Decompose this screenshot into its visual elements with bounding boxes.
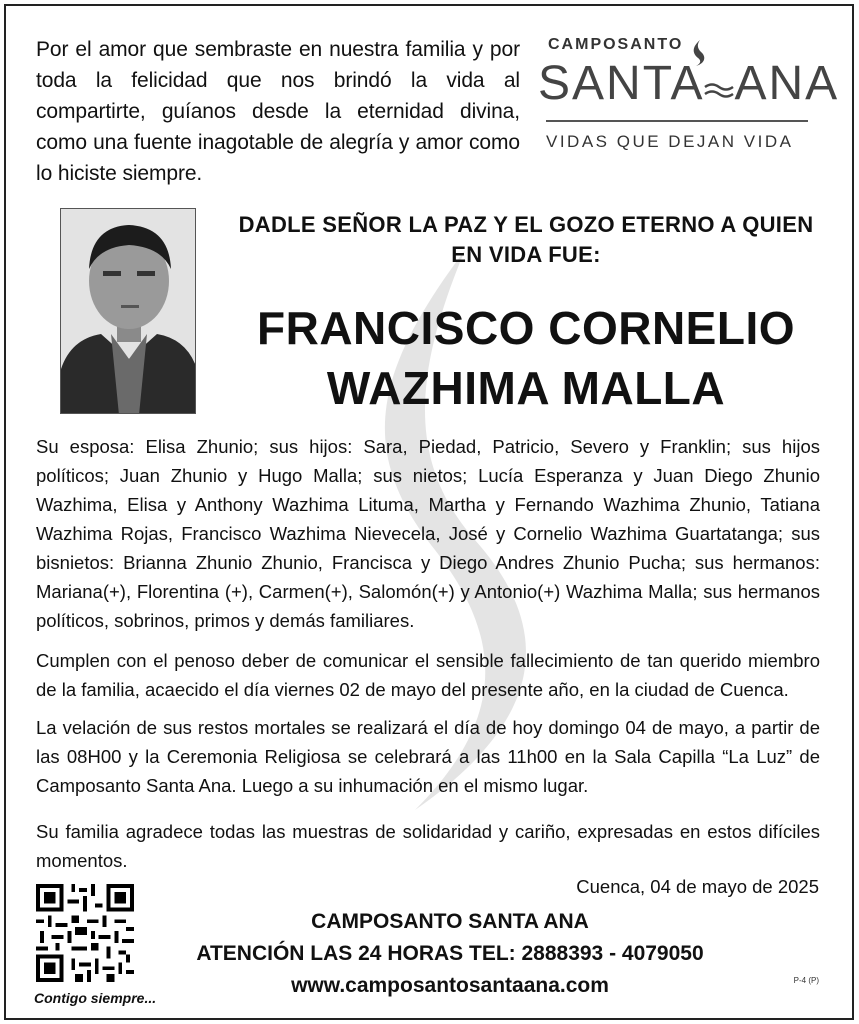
page-code: P-4 (P) — [793, 976, 819, 985]
footer-phone: ATENCIÓN LAS 24 HORAS TEL: 2888393 - 4079050 — [196, 942, 704, 965]
logo-main-right: ANA — [734, 57, 840, 110]
portrait-image — [61, 209, 196, 414]
announcement-paragraph: Cumplen con el penoso deber de comunicar el sensible fallecimiento de tan querido miembro de la familia, acaecido el día viernes 02 de mayo del presente año, en la ciudad de Cuenca. — [36, 650, 820, 700]
prayer-heading: DADLE SEÑOR LA PAZ Y EL GOZO ETERNO A QUIEN EN VIDA FUE: — [238, 212, 814, 267]
footer-company: CAMPOSANTO SANTA ANA — [311, 910, 589, 933]
logo-main-left: SANTA — [538, 57, 705, 110]
intro-dedication: Por el amor que sembraste en nuestra familia y por toda la felicidad que nos brindó la vida al compartirte, guíanos desde la eternidad divina, como una fuente inagotable de alegría y amor como lo hiciste siempre. — [36, 38, 520, 185]
deceased-name: FRANCISCO CORNELIO WAZHIMA MALLA — [257, 302, 795, 414]
ceremony-paragraph: La velación de sus restos mortales se realizará el día de hoy domingo 04 de mayo, a partir de las 08H00 y la Ceremonia Religiosa se celebrará a las 11h00 en la Sala Capilla “La Luz” de Camposanto Santa Ana. Luego a su inhumación en el mismo lugar. — [36, 717, 820, 796]
logo-tagline: VIDAS QUE DEJAN VIDA — [546, 132, 794, 151]
thanks-paragraph: Su familia agradece todas las muestras de solidaridad y cariño, expresadas en estos difíciles momentos. — [36, 821, 820, 871]
qr-code-icon[interactable] — [36, 884, 134, 982]
qr-caption: Contigo siempre... — [34, 990, 157, 1006]
deceased-photo — [60, 208, 196, 414]
logo-top-text: CAMPOSANTO — [548, 36, 684, 53]
footer-contact — [150, 906, 750, 1002]
camposanto-logo — [538, 36, 840, 162]
waves-icon — [704, 59, 734, 114]
family-paragraph: Su esposa: Elisa Zhunio; sus hijos: Sara, Piedad, Patricio, Severo y Franklin; sus hijos políticos; Juan Zhunio y Hugo Malla; sus nietos; Lucía Esperanza y Juan Diego Zhunio Wazhima, Elisa y Anthony Wazhima Lituma, Martha y Fernando Wazhima Zhunio, Tatiana Wazhima Rojas, Francisco Wazhima Nievecela, José y Cornelio Wazhima Guartatanga; sus bisnietos: Brianna Zhunio Zhunio, Francisca y Diego Andres Zhunio Pucha; sus hermanos: Mariana(+), Florentina (+), Carmen(+), Salomón(+) y Antonio(+) Wazhima Malla; sus hermanos políticos, sobrinos, primos y demás familiares. — [36, 436, 820, 631]
logo-divider — [546, 120, 808, 122]
logo-main-text — [538, 56, 840, 114]
footer-website-link[interactable]: www.camposantosantaana.com — [291, 974, 609, 997]
date-line: Cuenca, 04 de mayo de 2025 — [576, 876, 819, 897]
